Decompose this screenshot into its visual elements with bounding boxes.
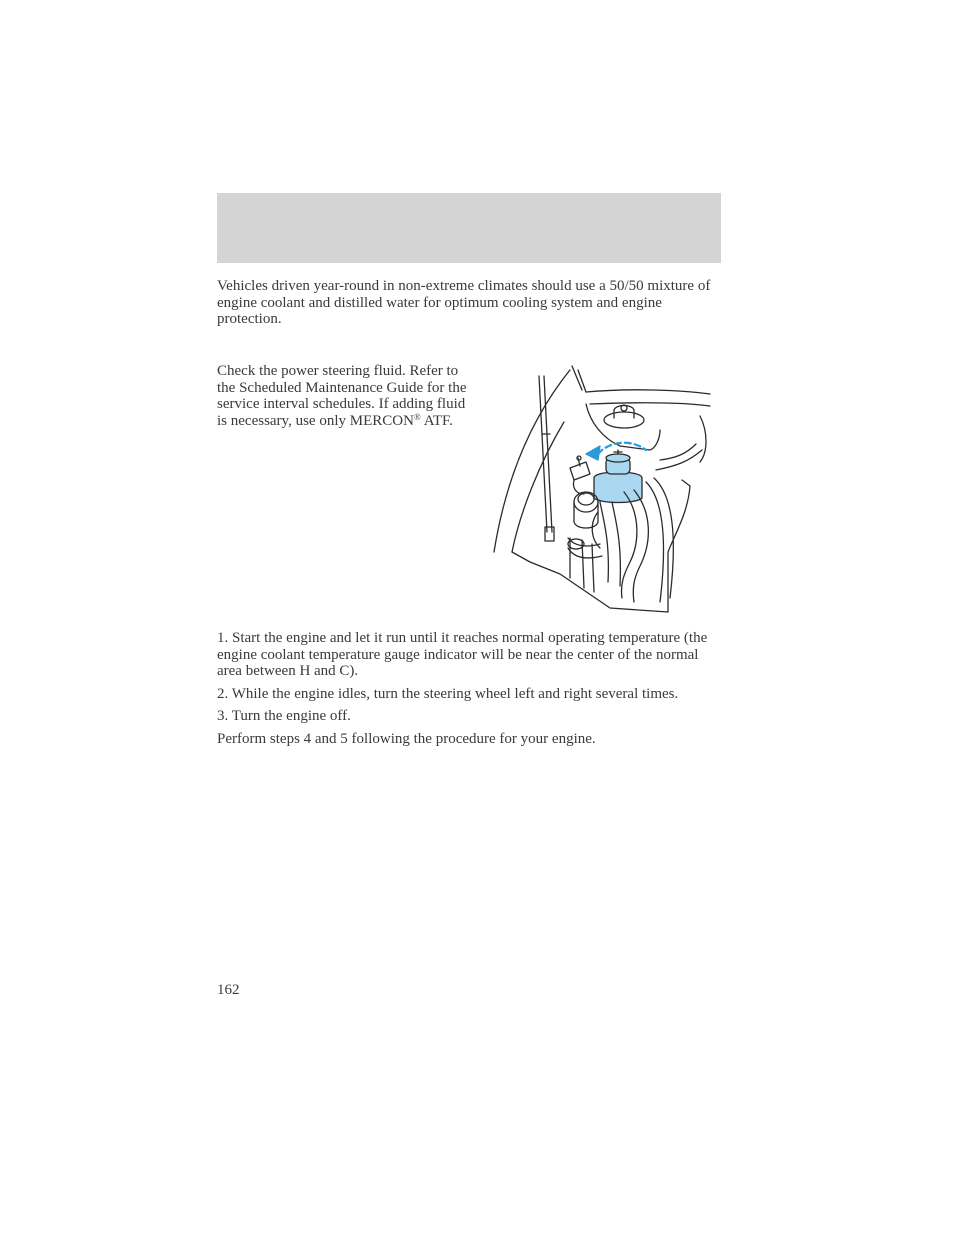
page-number: 162 <box>217 982 240 998</box>
step-note: Perform steps 4 and 5 following the procedure for your engine. <box>217 730 596 747</box>
reservoir-icon <box>594 450 642 503</box>
power-steering-paragraph <box>217 363 477 429</box>
procedure-steps <box>217 630 722 753</box>
hood-edge <box>494 366 710 552</box>
registered-mark: ® <box>413 411 421 422</box>
step-3: 3. Turn the engine off. <box>217 708 351 724</box>
power-steering-reservoir-illustration <box>490 362 725 614</box>
step-2: 2. While the engine idles, turn the steering wheel left and right several times. <box>217 685 679 702</box>
filler-cap <box>574 492 598 528</box>
section-header-band <box>217 193 721 263</box>
hood-prop-rod <box>539 376 554 541</box>
power-steering-text-end: ATF. <box>420 412 453 429</box>
power-steering-text: Check the power steering fluid. Refer to the Scheduled Maintenance Guide for the service interval schedules. If adding fluid is necessary, use only MERCON <box>217 363 467 429</box>
step-1: 1. Start the engine and let it run until it reaches normal operating temperature (the engine coolant temperature gauge indicator will be near the center of the normal area between H and C). <box>217 630 708 679</box>
strut-tower <box>586 404 660 450</box>
breather-cap <box>570 456 590 494</box>
coolant-mixture-paragraph: Vehicles driven year-round in non-extreme climates should use a 50/50 mixture of engine coolant and distilled water for optimum cooling system and engine protection. <box>217 278 711 327</box>
